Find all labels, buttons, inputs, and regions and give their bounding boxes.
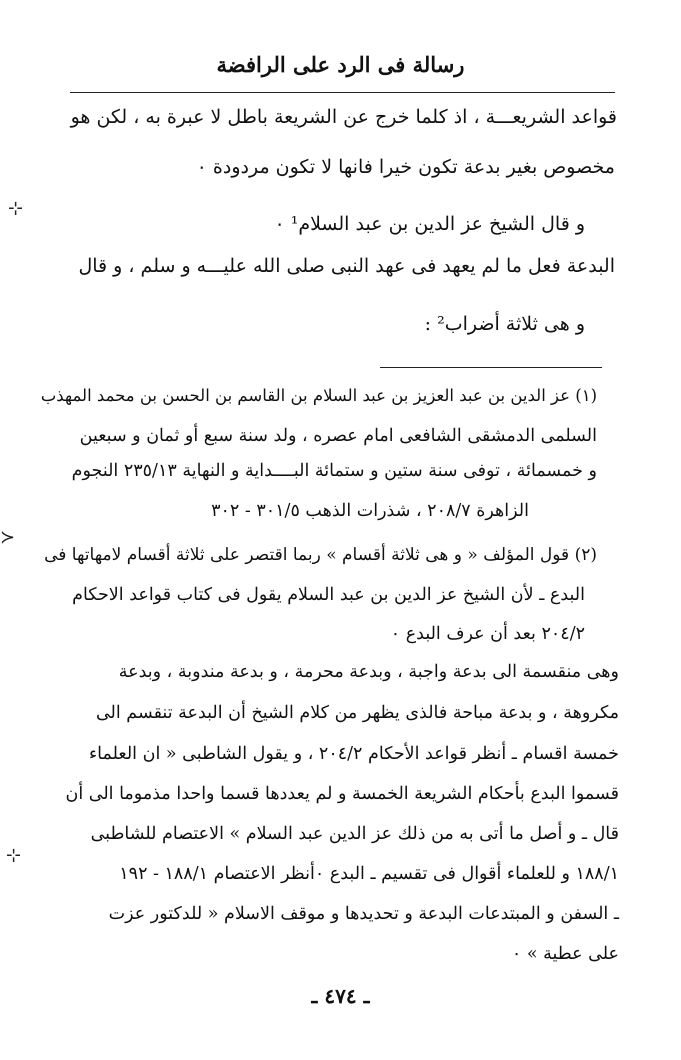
margin-mark: ≻ [0,527,16,548]
footnote-paragraph-line: قال ـ و أصل ما أتى به من ذلك عز الدين عبد السلام » الاعتصام للشاطبى [90,824,619,844]
body-line: و هى ثلاثة أضراب² : [424,313,585,335]
footnote-paragraph-line: قسموا البدع بأحكام الشريعة الخمسة و لم يعددها قسما واحدا مذموما الى أن [65,784,619,804]
footnote-paragraph-line: ـ السفن و المبتدعات البدعة و تحديدها و موقف الاسلام « للدكتور عزت [108,904,619,924]
footnote-paragraph-line: خمسة اقسام ـ أنظر قواعد الأحكام ٢٠٤/٢ ، و يقول الشاطبى « ان العلماء [88,744,619,764]
header-rule [70,92,615,93]
body-line: قواعد الشريعـــة ، اذ كلما خرج عن الشريعة باطل لا عبرة به ، لكن هو [70,106,617,128]
footnote-line: (٢) قول المؤلف « و هى ثلاثة أقسام » ربما اقتصر على ثلاثة أقسام لامهاتها فى [44,545,597,565]
page-number: ـ ٤٧٤ ـ [311,984,370,1008]
margin-mark: ⊹ [8,198,24,219]
margin-mark: ⊹ [6,845,22,866]
footnote-line: البدع ـ لأن الشيخ عز الدين بن عبد السلام يقول فى كتاب قواعد الاحكام [72,585,585,605]
footnote-paragraph-line: على عطية » ٠ [511,944,619,964]
footnote-paragraph-line: وهى منقسمة الى بدعة واجبة ، وبدعة محرمة ، و بدعة مندوبة ، وبدعة [118,662,619,682]
body-line: و قال الشيخ عز الدين بن عبد السلام¹ ٠ [274,213,585,235]
footnote-line: الزاهرة ٢٠٨/٧ ، شذرات الذهب ٣٠١/٥ - ٣٠٢ [211,501,529,521]
body-line: مخصوص بغير بدعة تكون خيرا فانها لا تكون مردودة ٠ [196,156,615,178]
footnote-separator [380,367,602,368]
footnote-line: و خمسمائة ، توفى سنة ستين و ستمائة البــــداية و النهاية ٢٣٥/١٣ النجوم [71,461,597,481]
footnote-paragraph-line: ١٨٨/١ و للعلماء أقوال فى تقسيم ـ البدع ٠أنظر الاعتصام ١٨٨/١ - ١٩٢ [119,864,619,884]
footnote-line: السلمى الدمشقى الشافعى امام عصره ، ولد سنة سبع أو ثمان و سبعين [79,426,597,446]
body-line: البدعة فعل ما لم يعهد فى عهد النبى صلى الله عليـــه و سلم ، و قال [78,255,615,277]
running-header-title: رسالة فى الرد على الرافضة [216,52,465,77]
footnote-line: (١) عز الدين بن عبد العزيز بن عبد السلام بن القاسم بن الحسن بن محمد المهذب [40,386,597,405]
footnote-line: ٢٠٤/٢ بعد أن عرف البدع ٠ [390,624,585,644]
footnote-paragraph-line: مكروهة ، و بدعة مباحة فالذى يظهر من كلام الشيخ أن البدعة تنقسم الى [95,703,619,723]
